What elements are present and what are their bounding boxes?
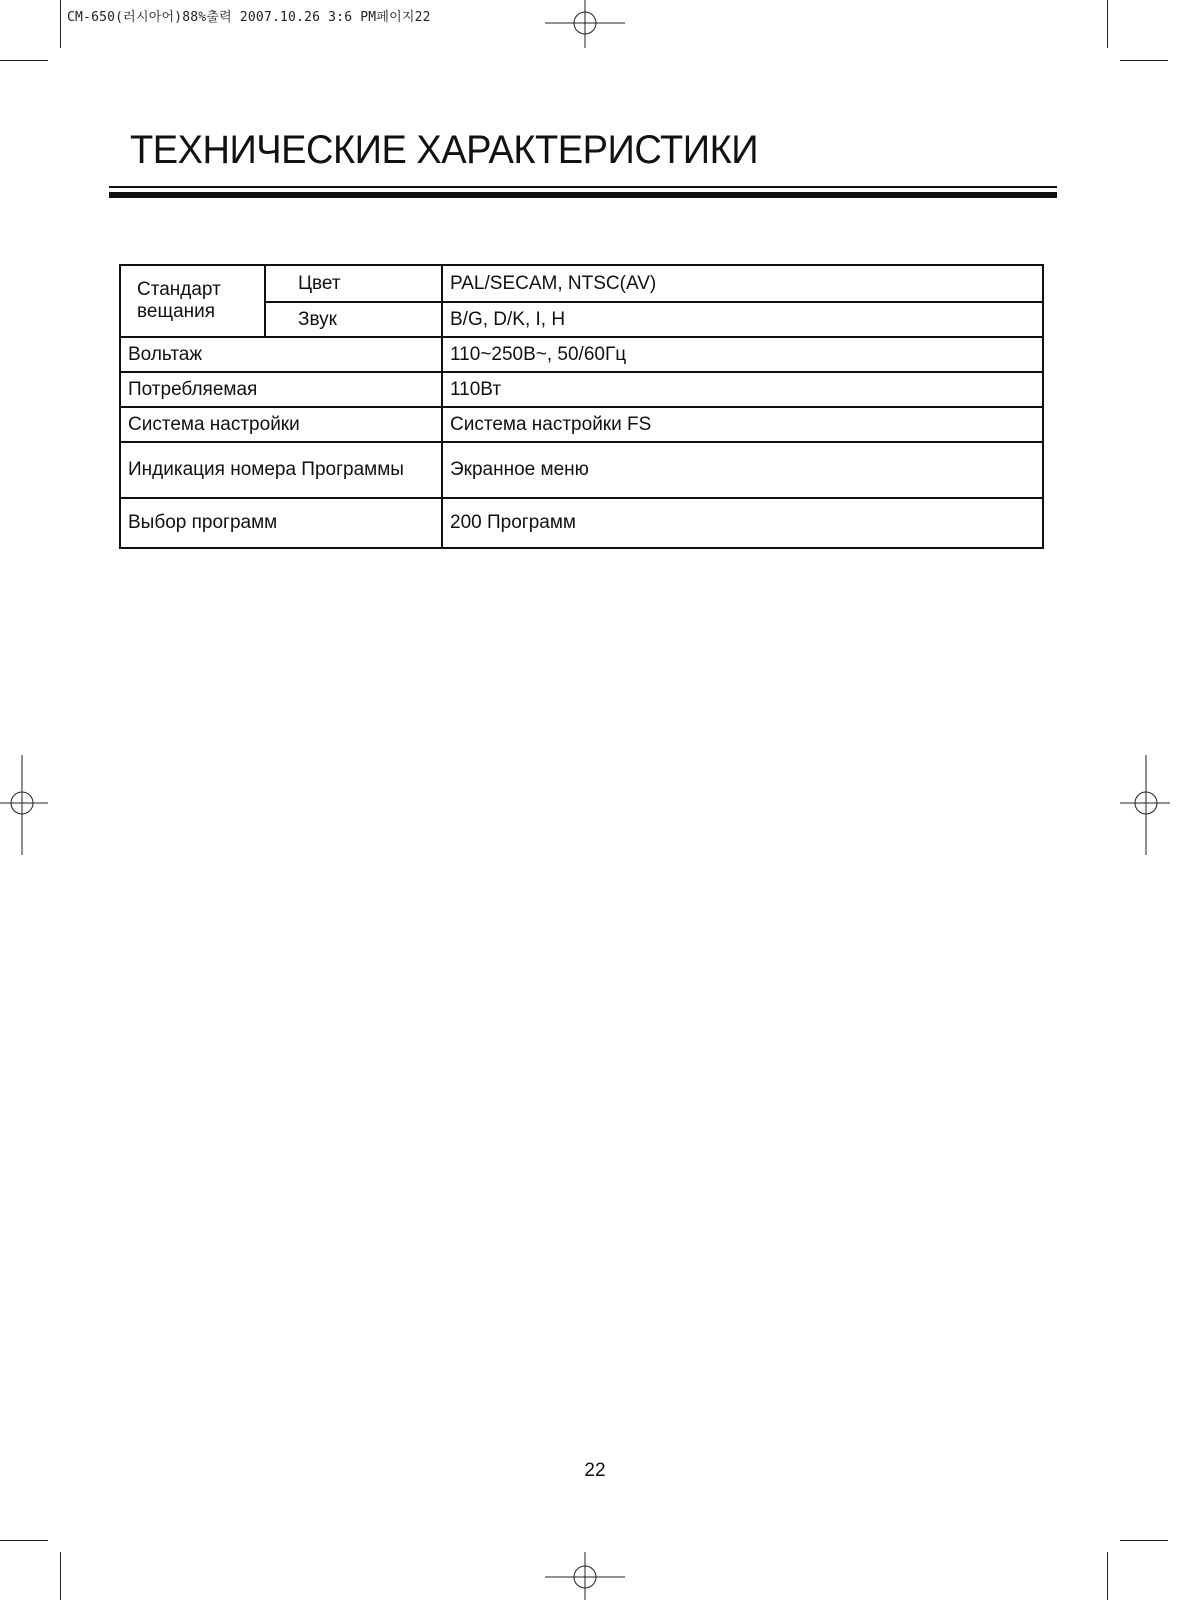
page-title: ТЕХНИЧЕСКИЕ ХАРАКТЕРИСТИКИ (130, 128, 759, 172)
title-rule-thin (109, 186, 1057, 188)
registration-mark-right (1120, 755, 1170, 855)
title-rule-thick (109, 192, 1057, 198)
indication-label: Индикация номера Программы (120, 442, 442, 498)
programs-label: Выбор программ (120, 498, 442, 548)
table-row (120, 498, 1043, 548)
page-number: 22 (584, 1460, 606, 1481)
table-row (120, 372, 1043, 407)
voltage-value: 110~250В~, 50/60Гц (442, 337, 1043, 372)
sound-value: B/G, D/K, I, H (442, 302, 1043, 337)
tuning-label: Система настройки (120, 407, 442, 442)
registration-mark-top (535, 0, 635, 48)
table-row (120, 265, 1043, 302)
broadcast-standard-label: Стандарт вещания (120, 265, 265, 337)
table-row (120, 442, 1043, 498)
programs-value: 200 Программ (442, 498, 1043, 548)
registration-mark-left (0, 755, 48, 855)
voltage-label: Вольтаж (120, 337, 442, 372)
color-label: Цвет (265, 265, 442, 302)
specifications-table (119, 264, 1044, 549)
print-header: CM-650(러시아어)88%출력 2007.10.26 3:6 PM페이지22 (67, 10, 431, 25)
power-label: Потребляемая (120, 372, 442, 407)
sound-label: Звук (265, 302, 442, 337)
indication-value: Экранное меню (442, 442, 1043, 498)
power-value: 110Вт (442, 372, 1043, 407)
table-row (120, 407, 1043, 442)
tuning-value: Система настройки FS (442, 407, 1043, 442)
color-value: PAL/SECAM, NTSC(AV) (442, 265, 1043, 302)
registration-mark-bottom (535, 1552, 635, 1600)
table-row (120, 337, 1043, 372)
